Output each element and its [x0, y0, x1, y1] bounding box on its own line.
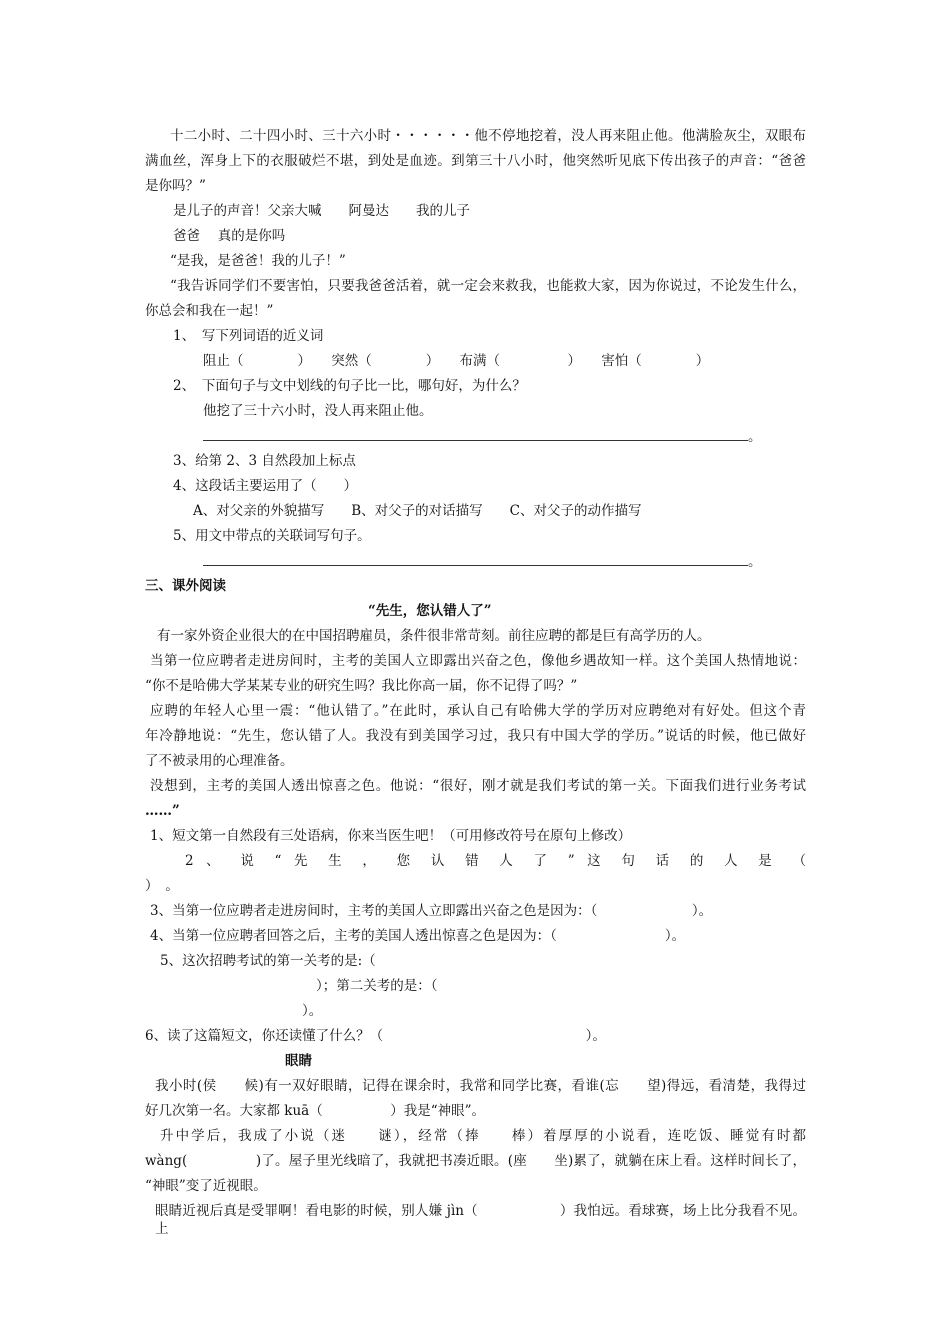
- eyes-line-2: 好几次第一名。大家都 kuā（ ）我是“神眼”。: [145, 1103, 486, 1119]
- eyes-line-4: wàng( )了。屋子里光线暗了，我就把书凑近眼。(座 坐)累了，就躺在床上看。这样时间长了，: [145, 1153, 806, 1169]
- answer-line-q5[interactable]: [203, 565, 748, 566]
- question-4-options: A、对父亲的外貌描写 B、对父子的对话描写 C、对父子的动作描写: [193, 503, 642, 519]
- article-line-6: 了不被录用的心理准备。: [145, 753, 294, 769]
- question-2: 2、 下面句子与文中划线的句子比一比，哪句好，为什么？: [173, 378, 526, 394]
- eyes-title: 眼睛: [285, 1053, 312, 1069]
- reading-question-3: 3、当第一位应聘者走进房间时，主考的美国人立即露出兴奋之色是因为：（ ）。: [150, 903, 713, 919]
- reading-question-1: 1、短文第一自然段有三处语病，你来当医生吧！（可用修改符号在原句上修改）: [150, 828, 632, 844]
- section-heading: 三、课外阅读: [145, 578, 226, 594]
- story-line-4: 是儿子的声音！父亲大喊 阿曼达 我的儿子: [173, 203, 470, 219]
- question-3: 3、给第 2、3 自然段加上标点: [173, 453, 356, 469]
- reading-question-5-part-1: 5、这次招聘考试的第一关考的是:（: [160, 953, 376, 969]
- article-line-1: 有一家外资企业很大的在中国招聘雇员，条件很非常苛刻。前往应聘的都是巨有高学历的人。: [157, 628, 711, 644]
- reading-question-5-part-2: ）；第二关考的是：（: [316, 978, 438, 994]
- eyes-line-6: 眼睛近视后真是受罪啊！看电影的时候，别人嫌 jìn（ ）我怕远。看球赛，场上比分我看不见。上: [155, 1203, 806, 1237]
- answer-line-q2-period: 。: [748, 429, 762, 445]
- reading-question-5-part-3: ）。: [302, 1003, 323, 1019]
- article-line-3: “你不是哈佛大学某某专业的研究生吗？我比你高一届，你不记得了吗？”: [145, 678, 578, 694]
- story-line-3: 是你吗？”: [145, 178, 206, 194]
- story-line-7: “我告诉同学们不要害怕，只要我爸爸活着，就一定会来救我，也能救大家，因为你说过，不论发生什么，: [170, 278, 806, 294]
- article-title: “先生，您认错人了”: [368, 603, 492, 619]
- question-4: 4、这段话主要运用了（ ）: [173, 478, 358, 494]
- question-5: 5、用文中带点的关联词写句子。: [173, 528, 371, 544]
- reading-question-6: 6、读了这篇短文，你还读懂了什么？（ ）。: [145, 1028, 606, 1044]
- eyes-line-1: 我小时(侯 候)有一双好眼睛，记得在课余时，我常和同学比赛，看谁(忘 望)得远，看清楚，我得过: [155, 1078, 806, 1094]
- answer-line-q2[interactable]: [203, 440, 748, 441]
- reading-question-2: 2 、 说 “ 先 生 ， 您 认 错 人 了 ” 这 句 话 的 人 是 （: [185, 853, 806, 869]
- article-line-4: 应聘的年轻人心里一震：“他认错了。”在此时，承认自己有哈佛大学的学历对应聘绝对有好处。但这个青: [150, 703, 806, 719]
- question-1: 1、 写下列词语的近义词: [173, 328, 324, 344]
- story-line-2: 满血丝，浑身上下的衣服破烂不堪，到处是血迹。到第三十八小时，他突然听见底下传出孩子的声音：“爸爸: [145, 153, 806, 169]
- story-line-6: “是我，是爸爸！我的儿子！”: [170, 253, 346, 269]
- article-line-8: ……”: [145, 803, 180, 819]
- story-line-1: 十二小时、二十四小时、三十六小时・・・・・・他不停地挖着，没人再来阻止他。他满脸灰尘，双眼布: [170, 128, 806, 144]
- eyes-line-3: 升中学后，我成了小说（迷 谜），经常（捧 棒）着厚厚的小说看，连吃饭、睡觉有时都: [160, 1128, 806, 1144]
- answer-line-q5-period: 。: [748, 554, 762, 570]
- story-line-5: 爸爸 真的是你吗: [173, 228, 286, 244]
- article-line-7: 没想到，主考的美国人透出惊喜之色。他说：“很好，刚才就是我们考试的第一关。下面我们进行业务考试: [150, 778, 806, 794]
- question-1-words: 阻止（ ） 突然（ ） 布满（ ） 害怕（ ）: [203, 353, 710, 369]
- story-line-8: 你总会和我在一起！”: [145, 303, 274, 319]
- reading-question-2-end: ） 。: [145, 878, 179, 894]
- eyes-line-5: “神眼”变了近视眼。: [145, 1178, 267, 1194]
- question-2-sentence: 他挖了三十六小时，没人再来阻止他。: [203, 403, 433, 419]
- article-line-2: 当第一位应聘者走进房间时，主考的美国人立即露出兴奋之色，像他乡遇故知一样。这个美国人热情地说：: [150, 653, 806, 669]
- article-line-5: 年冷静地说：“先生，您认错了人。我没有到美国学习过，我只有中国大学的学历。”说话的时候，他已做好: [145, 728, 806, 744]
- reading-question-4: 4、当第一位应聘者回答之后，主考的美国人透出惊喜之色是因为：（ ）。: [150, 928, 686, 944]
